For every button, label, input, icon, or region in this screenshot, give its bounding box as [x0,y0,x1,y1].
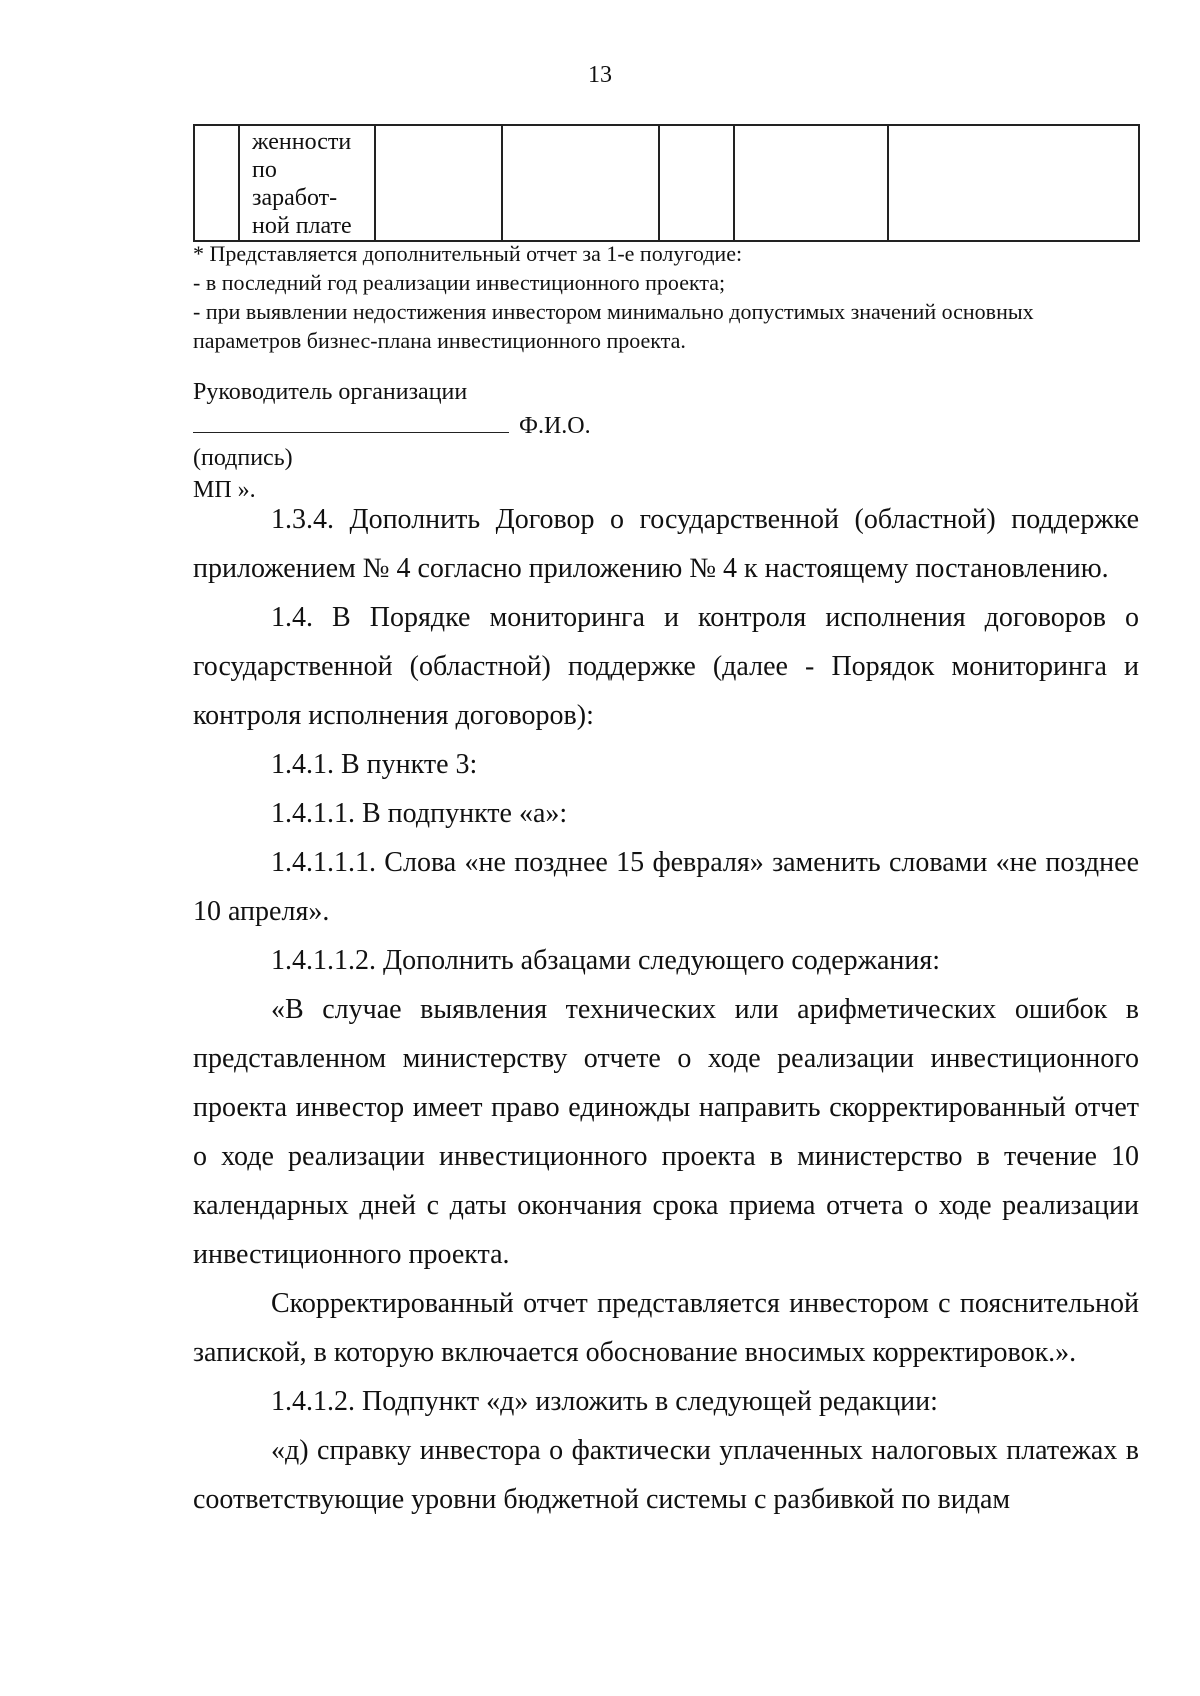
footnote-line: - в последний год реализации инвестиционного проекта; [193,270,726,295]
document-body [193,495,1139,1524]
table-cell [734,125,888,241]
signature-caption: (подпись) [193,445,293,471]
continuation-table [193,124,1140,242]
table-cell [659,125,734,241]
signature-line-row [193,408,591,442]
paragraph: 1.4.1. В пункте 3: [271,749,478,780]
signature-line [193,408,509,433]
stamp-mark: МП ». [193,477,256,503]
footnote-line: * Представляется дополнительный отчет за 1-е полугодие: [193,241,743,266]
signature-block [193,376,591,506]
table-row [194,125,1139,241]
footnote [193,239,1143,355]
paragraph: 1.4. В Порядке мониторинга и контроля исполнения договоров о государственной (областной) поддержке (далее - Порядок мониторинга и контроля исполнения договоров): [193,602,1139,731]
footnote-line: - при выявлении недостижения инвестором минимально допустимых значений основных [193,299,1034,324]
cell-line: ной плате [252,213,352,239]
paragraph: 1.4.1.1.2. Дополнить абзацами следующего содержания: [271,945,941,976]
paragraph: «В случае выявления технических или арифметических ошибок в представленном министерству отчете о ходе реализации инвестиционного проекта инвестор имеет право единожды направить скорректированный отчет о ходе реализации инвестиционного проекта в министерство в течение 10 календарных дней с даты окончания срока приема отчета о ходе реализации инвестиционного проекта. [193,994,1139,1270]
cell-line: женности [252,129,352,155]
paragraph: 1.4.1.2. Подпункт «д» изложить в следующей редакции: [271,1386,938,1417]
table-cell [888,125,1139,241]
table-cell [502,125,659,241]
paragraph: 1.3.4. Дополнить Договор о государственной (областной) поддержке приложением № 4 согласно приложению № 4 к настоящему постановлению. [193,504,1139,584]
cell-line: заработ- [252,185,338,211]
table-cell [194,125,239,241]
paragraph: «д) справку инвестора о фактически уплаченных налоговых платежах в соответствующие уровни бюджетной системы с разбивкой по видам [193,1435,1139,1515]
paragraph: 1.4.1.1.1. Слова «не позднее 15 февраля» заменить словами «не позднее 10 апреля». [193,847,1139,927]
footnote-line: параметров бизнес-плана инвестиционного проекта. [193,328,686,353]
signature-title: Руководитель организации [193,379,468,405]
table-cell-text [239,125,375,241]
paragraph: 1.4.1.1. В подпункте «а»: [271,798,568,829]
table-cell [375,125,502,241]
page-number: 13 [588,62,612,88]
paragraph: Скорректированный отчет представляется инвестором с пояснительной запиской, в которую включается обоснование вносимых корректировок.». [193,1288,1139,1368]
cell-line: по [252,157,277,183]
signature-fio: Ф.И.О. [519,413,591,439]
